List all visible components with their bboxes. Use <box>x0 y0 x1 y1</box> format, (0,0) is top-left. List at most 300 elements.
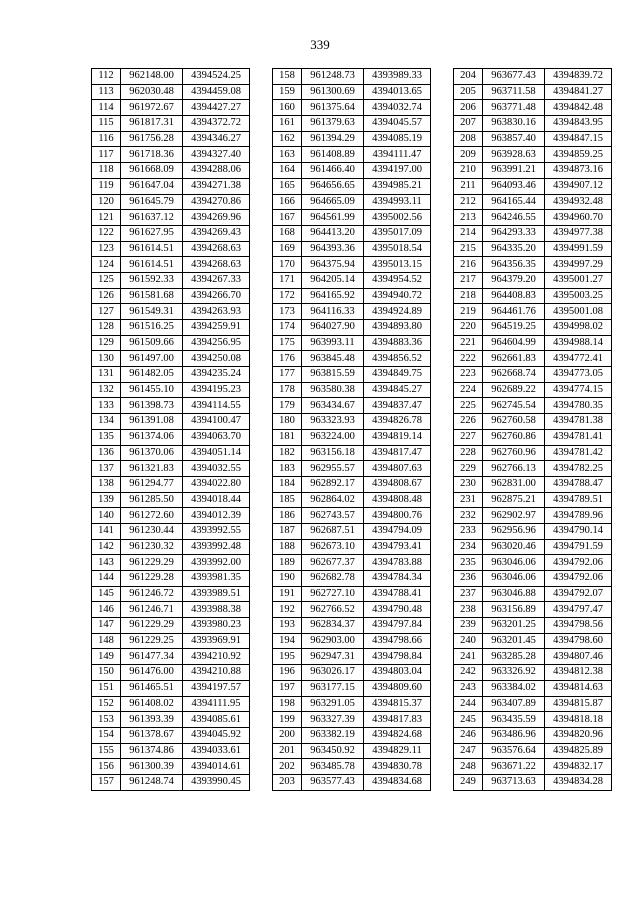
table-row <box>454 727 612 743</box>
point-number-cell: 181 <box>273 429 302 445</box>
table-row <box>92 304 250 320</box>
y-coordinate-cell: 4394788.41 <box>364 586 431 602</box>
x-coordinate-cell: 961482.05 <box>121 367 183 383</box>
x-coordinate-cell: 964356.35 <box>483 257 545 273</box>
point-number-cell: 167 <box>273 210 302 226</box>
table-row <box>273 69 431 85</box>
table-row <box>92 461 250 477</box>
y-coordinate-cell: 4394845.27 <box>364 382 431 398</box>
y-coordinate-cell: 4395001.27 <box>545 272 612 288</box>
x-coordinate-cell: 962903.00 <box>302 633 364 649</box>
table-row <box>273 304 431 320</box>
x-coordinate-cell: 963577.43 <box>302 774 364 790</box>
point-number-cell: 143 <box>92 555 121 571</box>
point-number-cell: 204 <box>454 69 483 85</box>
y-coordinate-cell: 4394798.84 <box>364 649 431 665</box>
x-coordinate-cell: 963845.48 <box>302 351 364 367</box>
table-row <box>454 163 612 179</box>
point-number-cell: 192 <box>273 602 302 618</box>
table-row <box>454 445 612 461</box>
table-row <box>454 178 612 194</box>
table-row <box>273 257 431 273</box>
table-row <box>454 69 612 85</box>
point-number-cell: 142 <box>92 539 121 555</box>
x-coordinate-cell: 961229.28 <box>121 571 183 587</box>
x-coordinate-cell: 961466.40 <box>302 163 364 179</box>
table-row <box>273 508 431 524</box>
x-coordinate-cell: 962956.96 <box>483 523 545 539</box>
table-row <box>92 618 250 634</box>
x-coordinate-cell: 963026.17 <box>302 665 364 681</box>
table-row <box>92 194 250 210</box>
point-number-cell: 131 <box>92 367 121 383</box>
x-coordinate-cell: 961398.73 <box>121 398 183 414</box>
table-row <box>92 69 250 85</box>
point-number-cell: 144 <box>92 571 121 587</box>
x-coordinate-cell: 962030.48 <box>121 84 183 100</box>
table-row <box>92 759 250 775</box>
table-row <box>92 586 250 602</box>
point-number-cell: 227 <box>454 429 483 445</box>
y-coordinate-cell: 4394797.47 <box>545 602 612 618</box>
table-row <box>92 367 250 383</box>
x-coordinate-cell: 964408.83 <box>483 288 545 304</box>
point-number-cell: 208 <box>454 131 483 147</box>
table-row <box>273 774 431 790</box>
x-coordinate-cell: 961477.34 <box>121 649 183 665</box>
table-row <box>92 727 250 743</box>
x-coordinate-cell: 961230.32 <box>121 539 183 555</box>
x-coordinate-cell: 963435.59 <box>483 712 545 728</box>
y-coordinate-cell: 4394045.57 <box>364 116 431 132</box>
y-coordinate-cell: 4394788.47 <box>545 476 612 492</box>
table-row <box>92 649 250 665</box>
table-row <box>273 163 431 179</box>
x-coordinate-cell: 961592.33 <box>121 272 183 288</box>
point-number-cell: 178 <box>273 382 302 398</box>
point-number-cell: 218 <box>454 288 483 304</box>
y-coordinate-cell: 4394783.88 <box>364 555 431 571</box>
x-coordinate-cell: 964379.20 <box>483 272 545 288</box>
y-coordinate-cell: 4394268.63 <box>183 241 250 257</box>
y-coordinate-cell: 4394985.21 <box>364 178 431 194</box>
y-coordinate-cell: 4394832.17 <box>545 759 612 775</box>
x-coordinate-cell: 963434.67 <box>302 398 364 414</box>
point-number-cell: 169 <box>273 241 302 257</box>
y-coordinate-cell: 4394111.47 <box>364 147 431 163</box>
table-row <box>92 445 250 461</box>
point-number-cell: 249 <box>454 774 483 790</box>
y-coordinate-cell: 4394809.60 <box>364 680 431 696</box>
point-number-cell: 183 <box>273 461 302 477</box>
x-coordinate-cell: 961374.06 <box>121 429 183 445</box>
y-coordinate-cell: 4393969.91 <box>183 633 250 649</box>
y-coordinate-cell: 4394789.96 <box>545 508 612 524</box>
table-row <box>454 241 612 257</box>
table-row <box>92 429 250 445</box>
y-coordinate-cell: 4394834.68 <box>364 774 431 790</box>
point-number-cell: 216 <box>454 257 483 273</box>
point-number-cell: 231 <box>454 492 483 508</box>
y-coordinate-cell: 4394114.55 <box>183 398 250 414</box>
x-coordinate-cell: 963323.93 <box>302 414 364 430</box>
point-number-cell: 221 <box>454 335 483 351</box>
point-number-cell: 222 <box>454 351 483 367</box>
y-coordinate-cell: 4394940.72 <box>364 288 431 304</box>
table-row <box>92 131 250 147</box>
point-number-cell: 117 <box>92 147 121 163</box>
point-number-cell: 140 <box>92 508 121 524</box>
y-coordinate-cell: 4394100.47 <box>183 414 250 430</box>
y-coordinate-cell: 4394085.61 <box>183 712 250 728</box>
table-row <box>92 84 250 100</box>
point-number-cell: 245 <box>454 712 483 728</box>
x-coordinate-cell: 963285.28 <box>483 649 545 665</box>
y-coordinate-cell: 4394111.95 <box>183 696 250 712</box>
point-number-cell: 241 <box>454 649 483 665</box>
point-number-cell: 199 <box>273 712 302 728</box>
point-number-cell: 211 <box>454 178 483 194</box>
x-coordinate-cell: 962682.78 <box>302 571 364 587</box>
x-coordinate-cell: 964205.14 <box>302 272 364 288</box>
x-coordinate-cell: 963327.39 <box>302 712 364 728</box>
point-number-cell: 187 <box>273 523 302 539</box>
point-number-cell: 115 <box>92 116 121 132</box>
point-number-cell: 159 <box>273 84 302 100</box>
y-coordinate-cell: 4394197.57 <box>183 680 250 696</box>
table-row <box>92 680 250 696</box>
point-number-cell: 223 <box>454 367 483 383</box>
x-coordinate-cell: 962766.13 <box>483 461 545 477</box>
table-row <box>454 414 612 430</box>
x-coordinate-cell: 963046.06 <box>483 555 545 571</box>
y-coordinate-cell: 4394197.00 <box>364 163 431 179</box>
table-row <box>273 712 431 728</box>
table-row <box>454 398 612 414</box>
point-number-cell: 243 <box>454 680 483 696</box>
y-coordinate-cell: 4394781.41 <box>545 429 612 445</box>
point-number-cell: 151 <box>92 680 121 696</box>
point-number-cell: 160 <box>273 100 302 116</box>
x-coordinate-cell: 964656.65 <box>302 178 364 194</box>
x-coordinate-cell: 963711.58 <box>483 84 545 100</box>
point-number-cell: 147 <box>92 618 121 634</box>
table-row <box>454 602 612 618</box>
y-coordinate-cell: 4393980.23 <box>183 618 250 634</box>
x-coordinate-cell: 962668.74 <box>483 367 545 383</box>
y-coordinate-cell: 4394859.25 <box>545 147 612 163</box>
table-row <box>273 116 431 132</box>
point-number-cell: 161 <box>273 116 302 132</box>
point-number-cell: 145 <box>92 586 121 602</box>
point-number-cell: 133 <box>92 398 121 414</box>
x-coordinate-cell: 961627.95 <box>121 225 183 241</box>
y-coordinate-cell: 4394045.92 <box>183 727 250 743</box>
x-coordinate-cell: 962864.02 <box>302 492 364 508</box>
point-number-cell: 177 <box>273 367 302 383</box>
y-coordinate-cell: 4394820.96 <box>545 727 612 743</box>
point-number-cell: 146 <box>92 602 121 618</box>
y-coordinate-cell: 4394524.25 <box>183 69 250 85</box>
y-coordinate-cell: 4394841.27 <box>545 84 612 100</box>
y-coordinate-cell: 4394782.25 <box>545 461 612 477</box>
y-coordinate-cell: 4394839.72 <box>545 69 612 85</box>
point-number-cell: 173 <box>273 304 302 320</box>
table-row <box>454 320 612 336</box>
table-row <box>454 210 612 226</box>
table-row <box>273 288 431 304</box>
point-number-cell: 125 <box>92 272 121 288</box>
y-coordinate-cell: 4394798.60 <box>545 633 612 649</box>
x-coordinate-cell: 962875.21 <box>483 492 545 508</box>
x-coordinate-cell: 962760.58 <box>483 414 545 430</box>
y-coordinate-cell: 4394818.18 <box>545 712 612 728</box>
point-number-cell: 114 <box>92 100 121 116</box>
y-coordinate-cell: 4395018.54 <box>364 241 431 257</box>
point-number-cell: 186 <box>273 508 302 524</box>
point-number-cell: 154 <box>92 727 121 743</box>
y-coordinate-cell: 4394792.06 <box>545 571 612 587</box>
table-row <box>92 523 250 539</box>
x-coordinate-cell: 961230.44 <box>121 523 183 539</box>
x-coordinate-cell: 963326.92 <box>483 665 545 681</box>
y-coordinate-cell: 4394014.61 <box>183 759 250 775</box>
x-coordinate-cell: 962687.51 <box>302 523 364 539</box>
point-number-cell: 121 <box>92 210 121 226</box>
y-coordinate-cell: 4394960.70 <box>545 210 612 226</box>
point-number-cell: 118 <box>92 163 121 179</box>
table-row <box>273 743 431 759</box>
point-number-cell: 132 <box>92 382 121 398</box>
table-row <box>92 492 250 508</box>
page-number: 339 <box>310 37 330 52</box>
table-row <box>454 429 612 445</box>
coordinates-table-1 <box>91 68 250 791</box>
x-coordinate-cell: 963046.88 <box>483 586 545 602</box>
x-coordinate-cell: 962743.57 <box>302 508 364 524</box>
y-coordinate-cell: 4393992.00 <box>183 555 250 571</box>
point-number-cell: 233 <box>454 523 483 539</box>
point-number-cell: 130 <box>92 351 121 367</box>
x-coordinate-cell: 963384.02 <box>483 680 545 696</box>
y-coordinate-cell: 4394773.05 <box>545 367 612 383</box>
y-coordinate-cell: 4394815.37 <box>364 696 431 712</box>
x-coordinate-cell: 961476.00 <box>121 665 183 681</box>
y-coordinate-cell: 4393990.45 <box>183 774 250 790</box>
table-row <box>273 241 431 257</box>
point-number-cell: 246 <box>454 727 483 743</box>
x-coordinate-cell: 963201.25 <box>483 618 545 634</box>
y-coordinate-cell: 4394808.48 <box>364 492 431 508</box>
table-row <box>92 116 250 132</box>
table-row <box>92 508 250 524</box>
table-row <box>454 633 612 649</box>
y-coordinate-cell: 4394794.09 <box>364 523 431 539</box>
x-coordinate-cell: 963486.96 <box>483 727 545 743</box>
point-number-cell: 240 <box>454 633 483 649</box>
y-coordinate-cell: 4394798.56 <box>545 618 612 634</box>
point-number-cell: 149 <box>92 649 121 665</box>
table-row <box>273 414 431 430</box>
point-number-cell: 168 <box>273 225 302 241</box>
y-coordinate-cell: 4394032.74 <box>364 100 431 116</box>
x-coordinate-cell: 961321.83 <box>121 461 183 477</box>
x-coordinate-cell: 961549.31 <box>121 304 183 320</box>
table-row <box>92 398 250 414</box>
table-row <box>92 712 250 728</box>
x-coordinate-cell: 963177.15 <box>302 680 364 696</box>
y-coordinate-cell: 4394789.51 <box>545 492 612 508</box>
x-coordinate-cell: 963815.59 <box>302 367 364 383</box>
x-coordinate-cell: 961391.08 <box>121 414 183 430</box>
y-coordinate-cell: 4394793.41 <box>364 539 431 555</box>
x-coordinate-cell: 961374.86 <box>121 743 183 759</box>
y-coordinate-cell: 4394800.76 <box>364 508 431 524</box>
x-coordinate-cell: 962760.86 <box>483 429 545 445</box>
table-row <box>273 633 431 649</box>
x-coordinate-cell: 964461.76 <box>483 304 545 320</box>
table-row <box>454 508 612 524</box>
x-coordinate-cell: 964413.20 <box>302 225 364 241</box>
point-number-cell: 205 <box>454 84 483 100</box>
x-coordinate-cell: 963993.11 <box>302 335 364 351</box>
point-number-cell: 152 <box>92 696 121 712</box>
point-number-cell: 135 <box>92 429 121 445</box>
y-coordinate-cell: 4394991.59 <box>545 241 612 257</box>
table-row <box>92 272 250 288</box>
table-row <box>92 225 250 241</box>
x-coordinate-cell: 961408.02 <box>121 696 183 712</box>
y-coordinate-cell: 4395001.08 <box>545 304 612 320</box>
point-number-cell: 247 <box>454 743 483 759</box>
y-coordinate-cell: 4394235.24 <box>183 367 250 383</box>
x-coordinate-cell: 962689.22 <box>483 382 545 398</box>
y-coordinate-cell: 4394784.34 <box>364 571 431 587</box>
y-coordinate-cell: 4394346.27 <box>183 131 250 147</box>
point-number-cell: 162 <box>273 131 302 147</box>
x-coordinate-cell: 961285.50 <box>121 492 183 508</box>
point-number-cell: 174 <box>273 320 302 336</box>
y-coordinate-cell: 4394808.67 <box>364 476 431 492</box>
y-coordinate-cell: 4393989.33 <box>364 69 431 85</box>
table-row <box>92 178 250 194</box>
y-coordinate-cell: 4394022.80 <box>183 476 250 492</box>
point-number-cell: 219 <box>454 304 483 320</box>
x-coordinate-cell: 963576.64 <box>483 743 545 759</box>
table-row <box>273 602 431 618</box>
y-coordinate-cell: 4394013.65 <box>364 84 431 100</box>
y-coordinate-cell: 4394988.14 <box>545 335 612 351</box>
y-coordinate-cell: 4394797.84 <box>364 618 431 634</box>
x-coordinate-cell: 963156.18 <box>302 445 364 461</box>
point-number-cell: 180 <box>273 414 302 430</box>
y-coordinate-cell: 4394256.95 <box>183 335 250 351</box>
y-coordinate-cell: 4395013.15 <box>364 257 431 273</box>
y-coordinate-cell: 4394826.78 <box>364 414 431 430</box>
point-number-cell: 228 <box>454 445 483 461</box>
x-coordinate-cell: 963407.89 <box>483 696 545 712</box>
table-row <box>454 367 612 383</box>
y-coordinate-cell: 4394817.47 <box>364 445 431 461</box>
table-row <box>273 429 431 445</box>
point-number-cell: 129 <box>92 335 121 351</box>
table-row <box>92 288 250 304</box>
x-coordinate-cell: 963201.45 <box>483 633 545 649</box>
x-coordinate-cell: 963224.00 <box>302 429 364 445</box>
table-row <box>92 633 250 649</box>
table-row <box>454 257 612 273</box>
table-row <box>273 665 431 681</box>
y-coordinate-cell: 4394993.11 <box>364 194 431 210</box>
y-coordinate-cell: 4394269.43 <box>183 225 250 241</box>
point-number-cell: 224 <box>454 382 483 398</box>
point-number-cell: 244 <box>454 696 483 712</box>
x-coordinate-cell: 961614.51 <box>121 241 183 257</box>
table-row <box>273 84 431 100</box>
x-coordinate-cell: 961294.77 <box>121 476 183 492</box>
y-coordinate-cell: 4394856.52 <box>364 351 431 367</box>
table-row <box>273 367 431 383</box>
table-row <box>92 320 250 336</box>
table-row <box>454 743 612 759</box>
point-number-cell: 164 <box>273 163 302 179</box>
y-coordinate-cell: 4394774.15 <box>545 382 612 398</box>
point-number-cell: 139 <box>92 492 121 508</box>
table-row <box>273 178 431 194</box>
point-number-cell: 214 <box>454 225 483 241</box>
table-row <box>454 335 612 351</box>
x-coordinate-cell: 961581.68 <box>121 288 183 304</box>
x-coordinate-cell: 961393.39 <box>121 712 183 728</box>
y-coordinate-cell: 4393981.35 <box>183 571 250 587</box>
x-coordinate-cell: 961408.89 <box>302 147 364 163</box>
point-number-cell: 176 <box>273 351 302 367</box>
table-row <box>92 335 250 351</box>
y-coordinate-cell: 4394807.63 <box>364 461 431 477</box>
y-coordinate-cell: 4394834.28 <box>545 774 612 790</box>
table-row <box>92 147 250 163</box>
y-coordinate-cell: 4395003.25 <box>545 288 612 304</box>
point-number-cell: 201 <box>273 743 302 759</box>
point-number-cell: 155 <box>92 743 121 759</box>
point-number-cell: 248 <box>454 759 483 775</box>
point-number-cell: 165 <box>273 178 302 194</box>
x-coordinate-cell: 963857.40 <box>483 131 545 147</box>
y-coordinate-cell: 4394781.38 <box>545 414 612 430</box>
y-coordinate-cell: 4394907.12 <box>545 178 612 194</box>
point-number-cell: 123 <box>92 241 121 257</box>
point-number-cell: 128 <box>92 320 121 336</box>
x-coordinate-cell: 962955.57 <box>302 461 364 477</box>
y-coordinate-cell: 4394063.70 <box>183 429 250 445</box>
x-coordinate-cell: 961375.64 <box>302 100 364 116</box>
point-number-cell: 237 <box>454 586 483 602</box>
table-row <box>454 649 612 665</box>
x-coordinate-cell: 964246.55 <box>483 210 545 226</box>
table-row <box>92 382 250 398</box>
y-coordinate-cell: 4394772.41 <box>545 351 612 367</box>
point-number-cell: 194 <box>273 633 302 649</box>
x-coordinate-cell: 961394.29 <box>302 131 364 147</box>
y-coordinate-cell: 4394814.63 <box>545 680 612 696</box>
table-row <box>454 84 612 100</box>
table-row <box>92 555 250 571</box>
table-row <box>273 586 431 602</box>
y-coordinate-cell: 4394829.11 <box>364 743 431 759</box>
y-coordinate-cell: 4394033.61 <box>183 743 250 759</box>
point-number-cell: 226 <box>454 414 483 430</box>
point-number-cell: 163 <box>273 147 302 163</box>
